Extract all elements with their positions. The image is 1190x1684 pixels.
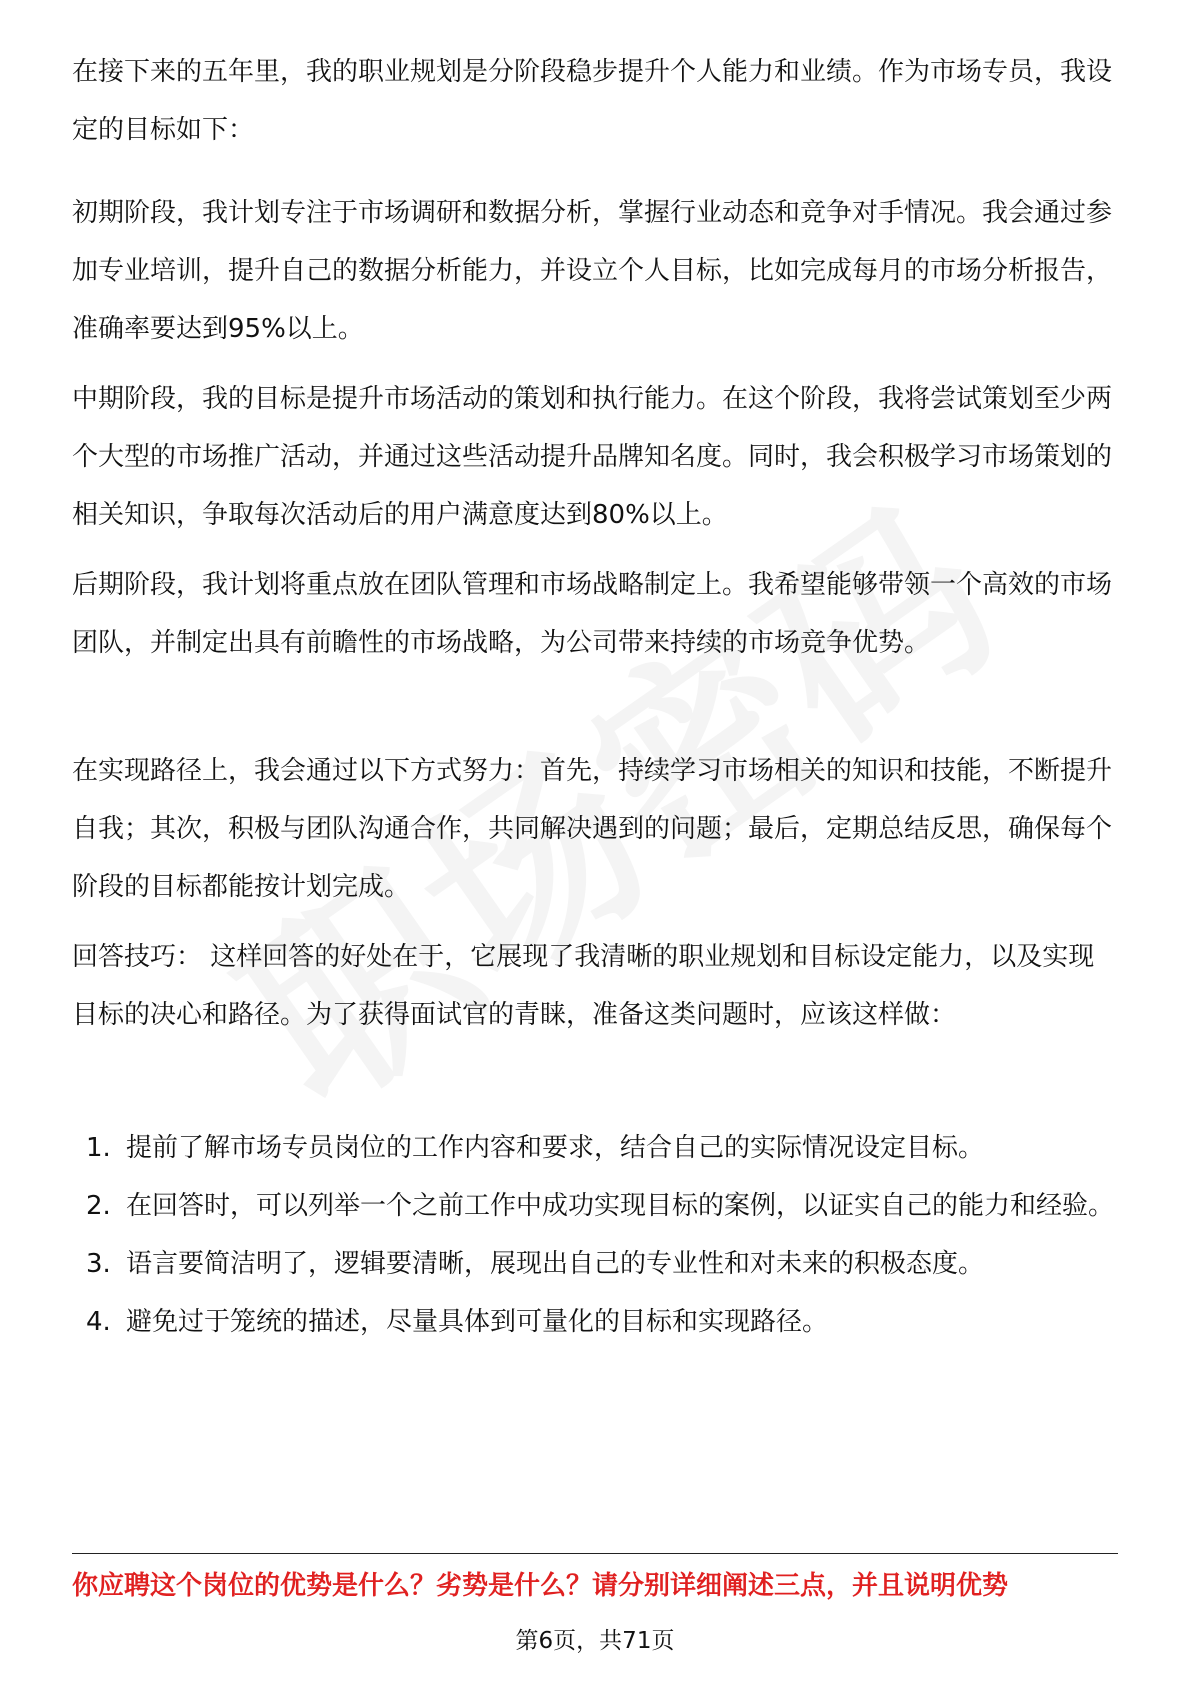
list-number: 1. (86, 1133, 111, 1163)
tips-list (72, 1119, 1118, 1351)
list-text: 在回答时，可以列举一个之前工作中成功实现目标的案例，以证实自己的能力和经验。 (126, 1191, 1115, 1221)
paragraph-path: 在实现路径上，我会通过以下方式努力：首先，持续学习市场相关的知识和技能，不断提升自我；其次，积极与团队沟通合作，共同解决遇到的问题；最后，定期总结反思，确保每个阶段的目标都能按计划完成。 (72, 756, 1113, 902)
next-question-heading: 你应聘这个岗位的优势是什么？劣势是什么？请分别详细阐述三点，并且说明优势 (72, 1571, 1009, 1601)
paragraph-early-stage: 初期阶段，我计划专注于市场调研和数据分析，掌握行业动态和竞争对手情况。我会通过参加专业培训，提升自己的数据分析能力，并设立个人目标，比如完成每月的市场分析报告，准确率要达到95%以上。 (72, 198, 1113, 344)
divider (72, 1553, 1118, 1554)
list-number: 2. (86, 1191, 111, 1221)
list-item (72, 1235, 1118, 1293)
list-item (72, 1119, 1118, 1177)
paragraph-late-stage: 后期阶段，我计划将重点放在团队管理和市场战略制定上。我希望能够带领一个高效的市场团队，并制定出具有前瞻性的市场战略，为公司带来持续的市场竞争优势。 (72, 570, 1113, 658)
list-number: 4. (86, 1307, 111, 1337)
list-text: 避免过于笼统的描述，尽量具体到可量化的目标和实现路径。 (126, 1307, 829, 1337)
page-number: 第6页，共71页 (515, 1628, 675, 1654)
paragraph-answer-tips: 回答技巧： 这样回答的好处在于，它展现了我清晰的职业规划和目标设定能力，以及实现目标的决心和路径。为了获得面试官的青睐，准备这类问题时，应该这样做： (72, 942, 1095, 1030)
list-text: 语言要简洁明了，逻辑要清晰，展现出自己的专业性和对未来的积极态度。 (126, 1249, 985, 1279)
paragraph-intro: 在接下来的五年里，我的职业规划是分阶段稳步提升个人能力和业绩。作为市场专员，我设定的目标如下： (72, 57, 1113, 145)
list-number: 3. (86, 1249, 111, 1279)
paragraph-mid-stage: 中期阶段，我的目标是提升市场活动的策划和执行能力。在这个阶段，我将尝试策划至少两个大型的市场推广活动，并通过这些活动提升品牌知名度。同时，我会积极学习市场策划的相关知识，争取每次活动后的用户满意度达到80%以上。 (72, 384, 1113, 530)
list-text: 提前了解市场专员岗位的工作内容和要求，结合自己的实际情况设定目标。 (126, 1133, 985, 1163)
list-item (72, 1177, 1118, 1235)
list-item (72, 1293, 1118, 1351)
